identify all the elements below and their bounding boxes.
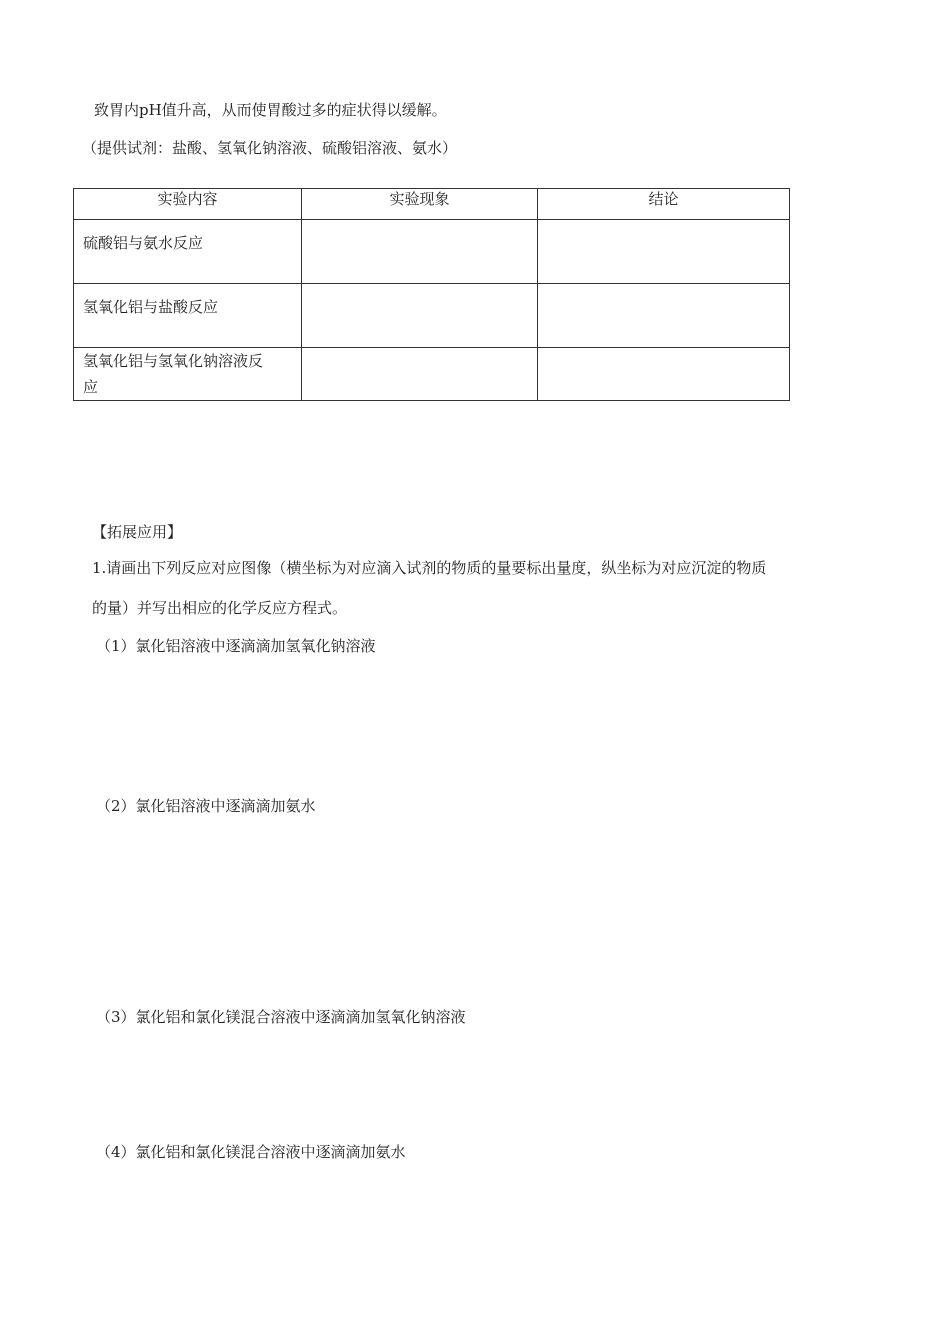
sub-question-2: （2）氯化铝溶液中逐滴滴加氨水 xyxy=(96,797,316,815)
question-1-line-1: 1.请画出下列反应对应图像（横坐标为对应滴入试剂的物质的量要标出量度，纵坐标为对应沉淀的物质 xyxy=(92,559,767,577)
cell-conclusion[interactable] xyxy=(538,220,790,284)
cell-conclusion[interactable] xyxy=(538,348,790,401)
table-row xyxy=(74,220,790,284)
cell-phenomenon[interactable] xyxy=(302,348,538,401)
experiment-table xyxy=(73,188,790,401)
section-heading: 【拓展应用】 xyxy=(92,523,183,541)
cell-content: 氢氧化铝与盐酸反应 xyxy=(74,284,302,348)
table-header-row xyxy=(74,189,790,220)
cell-content: 硫酸铝与氨水反应 xyxy=(74,220,302,284)
table-row xyxy=(74,348,790,401)
header-conclusion: 结论 xyxy=(538,189,790,220)
sub-question-3: （3）氯化铝和氯化镁混合溶液中逐滴滴加氢氧化钠溶液 xyxy=(96,1008,466,1026)
reagents-note: （提供试剂：盐酸、氢氧化钠溶液、硫酸铝溶液、氨水） xyxy=(82,139,458,157)
header-experiment-phenomenon: 实验现象 xyxy=(302,189,538,220)
cell-phenomenon[interactable] xyxy=(302,284,538,348)
sub-question-4: （4）氯化铝和氯化镁混合溶液中逐滴滴加氨水 xyxy=(96,1143,406,1161)
cell-content xyxy=(74,348,302,401)
intro-text-line-1: 致胃内pH值升高，从而使胃酸过多的症状得以缓解。 xyxy=(94,101,447,119)
cell-content-line-2: 应 xyxy=(83,378,99,396)
header-experiment-content: 实验内容 xyxy=(74,189,302,220)
cell-conclusion[interactable] xyxy=(538,284,790,348)
table-row xyxy=(74,284,790,348)
question-1-line-2: 的量）并写出相应的化学反应方程式。 xyxy=(92,599,348,617)
cell-content-line-1: 氢氧化铝与氢氧化钠溶液反 xyxy=(83,352,264,370)
cell-phenomenon[interactable] xyxy=(302,220,538,284)
sub-question-1: （1）氯化铝溶液中逐滴滴加氢氧化钠溶液 xyxy=(96,637,376,655)
